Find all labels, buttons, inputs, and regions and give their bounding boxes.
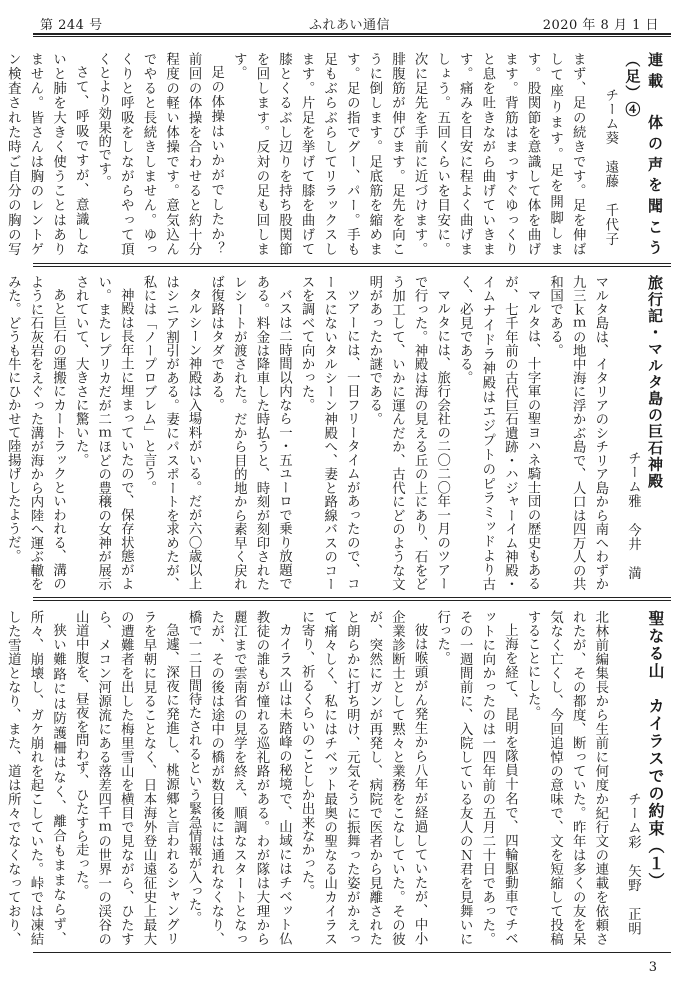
paragraph: ツアーには、一日フリータイムがあったので、コースにないタルシーン神殿へ、妻と路線バスのコースを調べて向かった。 xyxy=(299,275,360,591)
header-rule xyxy=(33,33,671,35)
article-text-health xyxy=(0,52,666,256)
section-divider-2 xyxy=(33,597,671,598)
paragraph: バスは二時間以内なら一・五ユーロで乗り放題である。料金は降車した時払うと、時刻が刻印されたレシートが渡された。だから目的地から素早く戻れば復路はタダである。 xyxy=(208,275,292,591)
paragraph: 狭い難路には防護柵はなく、離合もままならず、所々、崩壊し、ガケ崩れを起こしていた。峠では凍結した雪道となり、また、道は所々でなくなっており、 xyxy=(5,610,66,946)
article-text-kailash xyxy=(0,610,666,946)
paragraph: 北林前編集長から生前に何度か紀行文の連載を依頼されたが、その都度、断っていた。昨年は多くの友を呆気なく亡くし、今回追悼の意味で、文を短縮して投稿することにした。 xyxy=(525,610,608,946)
issue-number: 第 244 号 xyxy=(40,18,103,33)
article-text-malta xyxy=(0,275,666,591)
article-author-health: チーム葵 遠藤 千代子 xyxy=(602,87,618,246)
paragraph: 上海を経て、昆明を隊員十名で、四輪駆動車でチベットに向かったのは一四年前の五月二十日であった。その一週間前に、入院している友人のＮ君を見舞いに行った。 xyxy=(434,610,518,946)
article-title-kailash: 聖なる山 カイラスでの約束（１） xyxy=(646,610,665,890)
article-body-health xyxy=(5,52,666,256)
newsletter-title: ふれあい通信 xyxy=(308,18,390,33)
paragraph: マルタ島は、イタリアのシチリア島から南へわずか九三ｋｍの地中海に浮かぶ島で、人口は四万人の共和国である。 xyxy=(547,275,608,591)
paragraph: カイラス山は未踏峰の秘境で、山域にはチベット仏教徒の誰もが憧れる巡礼路がある。わが隊は大理から麗江まで雲南省の見学を終え、順調なスタートとなったが、その後は途中の橋が数日後には通れなくなり、橋で一二日間待たされるという緊急情報が入った。 xyxy=(186,610,292,946)
paragraph: マルタには、旅行会社の二〇二〇年一月のツアーで行った。神殿は海の見える丘の上にあり、石をどう加工して、いかに運んだか、古代にどのような文明があったか謎である。 xyxy=(366,275,450,591)
paragraph: まず、足の続きです。足を伸ばして座ります。足を開脚します。股関節を意識して体を曲げます。背筋はまっすぐゆっくりと息を吐きながら曲げていきます。痛みを目安に程よく曲げましょう。五回くらいを目安に。次に足先を手前に近づけます。腓腹筋が伸びます。足先を向こうに倒します。足底筋を縮めます。足の指でグー、パー。手も足もぶらぶらしてリラックスします。片足を挙げて膝を曲げて膝とくるぶし辺りを持ち股関節を回します。反対の足も回します。 xyxy=(231,52,586,256)
paragraph: あと巨石の運搬にカートラックといわれる、溝のように石灰岩をえぐった溝が海から内陸へ運ぶ轍をみた。どうも牛にひかせて陸揚げしたようだ。 xyxy=(5,275,66,591)
paragraph: 彼は喉頭がん発生から八年が経過していたが、中小企業診断士として黙々と業務をこなしていた。その彼が、突然にガンが再発し、病院で医者から見離されたと朗らかに打ち明け、元気そうに振舞った姿がかえって痛々しく、私にはチベット最奥の聖なる山カイラスに寄り、祈るくらいのことしか出来なかった。 xyxy=(299,610,428,946)
paragraph: 神殿は長年土に埋まっていたので、保存状態がよい。またレプリカだが二ｍほどの豊穣の女神が展示されていて、大きさに驚いた。 xyxy=(73,275,134,591)
paragraph: 足の体操はいかがでしたか？前回の体操を合わせると約十分程度の軽い体操です。意気込んでやると長続きしません。ゆっくりと呼吸をしながらやって頂くとより効果的です。 xyxy=(95,52,224,256)
paragraph xyxy=(0,275,1,591)
paragraph: 急遽、深夜に発進し、桃源郷と言われるシャングリラを早朝に見ることなく、日本海外登山遠征史上最大の遭難者を出した梅里雪山を横目で見ながら、ひたすら、メコン河源流にある落差四千ｍの世界一の渓谷の山道中腹を、昼夜を問わず、ひたすら走った。 xyxy=(73,610,179,946)
section-divider-2-thin xyxy=(33,600,671,601)
section-divider-1 xyxy=(33,263,671,264)
article-author-malta: チーム雅 今井 満 xyxy=(625,451,641,581)
issue-date: 2020 年 8 月 1 日 xyxy=(542,18,659,33)
article-body-malta xyxy=(5,275,666,591)
paragraph: タルシーン神殿は入場料がいる。だが六〇歳以上はシニア割引がある。妻にパスポートを求めたが、私には「ノープロブレム」と言う。 xyxy=(140,275,202,591)
header-rule-thin xyxy=(33,36,671,37)
section-divider-1-thin xyxy=(33,266,671,267)
article-body-kailash xyxy=(5,610,666,946)
article-title-health: 連載 体の声を聞こう（足）④ xyxy=(623,52,664,256)
page-number: 3 xyxy=(648,960,657,975)
paragraph: さて、呼吸ですが、意識しないと肺を大きく使うことはありません。皆さんは胸のレントゲン検査された時ご自分の胸の写 xyxy=(5,52,89,256)
paragraph: マルタは、十字軍の聖ヨハネ騎士団の歴史もあるが、七千年前の古代巨石遺跡・ハジャーイム神殿・イムナイドラ神殿はエジプトのピラミッドより古く、必見である。 xyxy=(457,275,541,591)
footer-rule xyxy=(33,952,671,953)
article-title-malta: 旅行記・マルタ島の巨石神殿 xyxy=(646,275,664,490)
article-author-kailash: チーム彩 矢野 正明 xyxy=(625,792,641,936)
